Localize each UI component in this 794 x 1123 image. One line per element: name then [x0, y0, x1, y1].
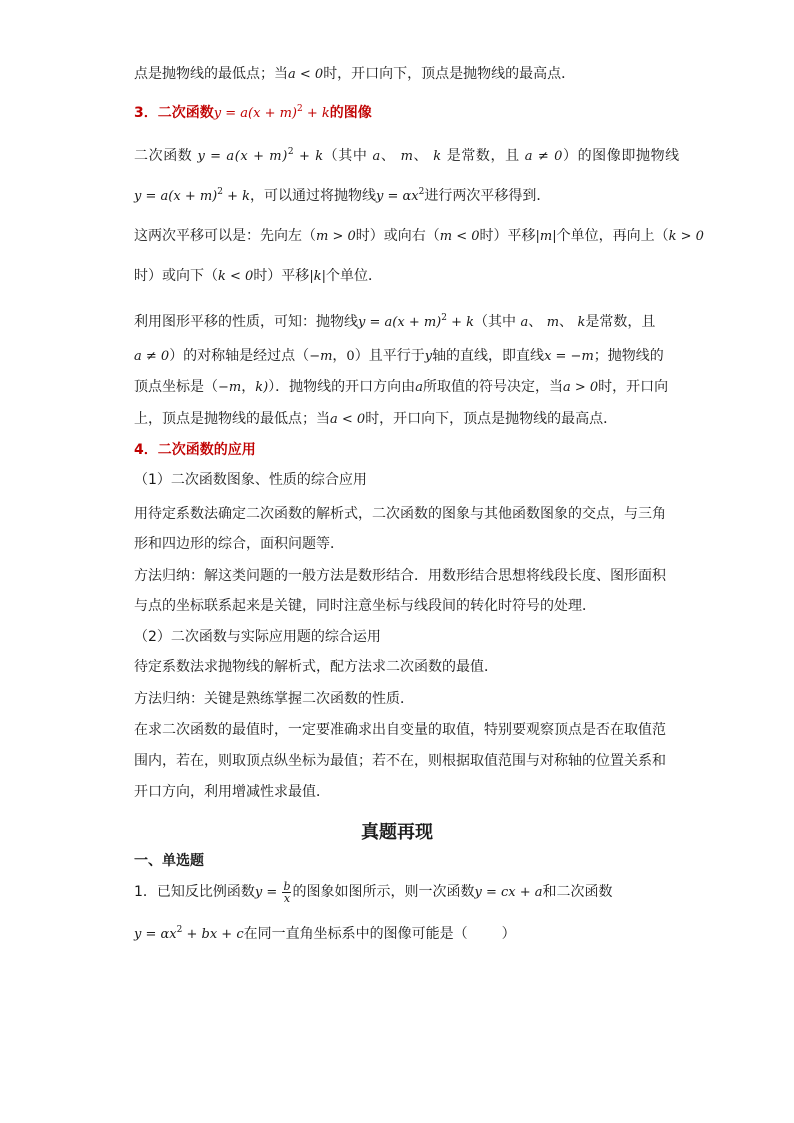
text-line — [134, 64, 575, 85]
section-label: 一、单选题 — [134, 853, 204, 869]
text-line: 方法归纳：关键是熟练掌握二次函数的性质． — [134, 691, 414, 707]
fraction: $\frac{b}{x}$ — [283, 879, 291, 905]
text: 的图像 — [329, 105, 372, 121]
text-line: 开口方向，利用增减性求最值． — [134, 784, 330, 800]
text-line: $y = a(x + m)^2 + k$，可以通过将抛物线$y = \alpha x^2$进行两次平移得到． — [134, 187, 551, 204]
text-line: 在求二次函数的最值时，一定要准确求出自变量的取值，特别要观察顶点是否在取值范 — [134, 722, 666, 738]
text-line: 这两次平移可以是：先向左（m > 0时）或向右（m < 0时）平移|m|个单位，再向上（k > 0 — [134, 228, 704, 244]
text-line: 二次函数 $y = a(x + m)^2 + k$（其中 a、 m、 k 是常数，且 a ≠ 0）的图像即抛物线 — [134, 147, 680, 164]
text-line: 与点的坐标联系起来是关键，同时注意坐标与线段间的转化时符号的处理． — [134, 598, 596, 614]
section-3-title — [134, 103, 372, 125]
text-line: 形和四边形的综合，面积问题等． — [134, 536, 344, 552]
text: 时，开口向下，顶点是抛物线的最高点． — [323, 66, 576, 82]
text-line: 时）或向下（k < 0时）平移|k|个单位． — [134, 268, 382, 284]
text-line: 上，顶点是抛物线的最低点；当a < 0时，开口向下，顶点是抛物线的最高点． — [134, 411, 618, 427]
text: 点是抛物线的最低点；当 — [134, 66, 288, 82]
text: 3．二次函数 — [134, 105, 214, 121]
question-1-line-1: 1．已知反比例函数y = $\frac{b}{x}$ 的图象如图所示，则一次函数y = cx + a和二次函数 — [134, 879, 613, 905]
text-line: 用待定系数法确定二次函数的解析式，二次函数的图象与其他函数图象的交点，与三角 — [134, 506, 666, 522]
math: $y = a(x + m)^2 + k$ — [213, 104, 330, 121]
text-line: 顶点坐标是（−m，k)）．抛物线的开口方向由a所取值的符号决定，当a > 0时，开口向 — [134, 379, 669, 395]
page-title: 真题再现 — [361, 822, 433, 843]
text-line: 围内，若在，则取顶点纵坐标为最值；若不在，则根据取值范围与对称轴的位置关系和 — [134, 753, 666, 769]
section-4-title: 4．二次函数的应用 — [134, 442, 256, 458]
text-line: 方法归纳：解这类问题的一般方法是数形结合．用数形结合思想将线段长度、图形面积 — [134, 568, 666, 584]
text-line: a ≠ 0）的对称轴是经过点（−m，0）且平行于y轴的直线，即直线x = −m；抛物线的 — [134, 348, 664, 364]
text-line: 利用图形平移的性质，可知：抛物线$y = a(x + m)^2 + k$（其中 a、 m、 k是常数，且 — [134, 313, 656, 330]
text-line: （2）二次函数与实际应用题的综合运用 — [134, 629, 381, 645]
text-line: 待定系数法求抛物线的解析式，配方法求二次函数的最值． — [134, 659, 498, 675]
math: a < 0 — [288, 67, 324, 82]
text-line: （1）二次函数图象、性质的综合应用 — [134, 472, 367, 488]
question-1-line-2: $y = \alpha x^2$ + bx + c在同一直角坐标系中的图像可能是（ ） — [134, 925, 516, 942]
